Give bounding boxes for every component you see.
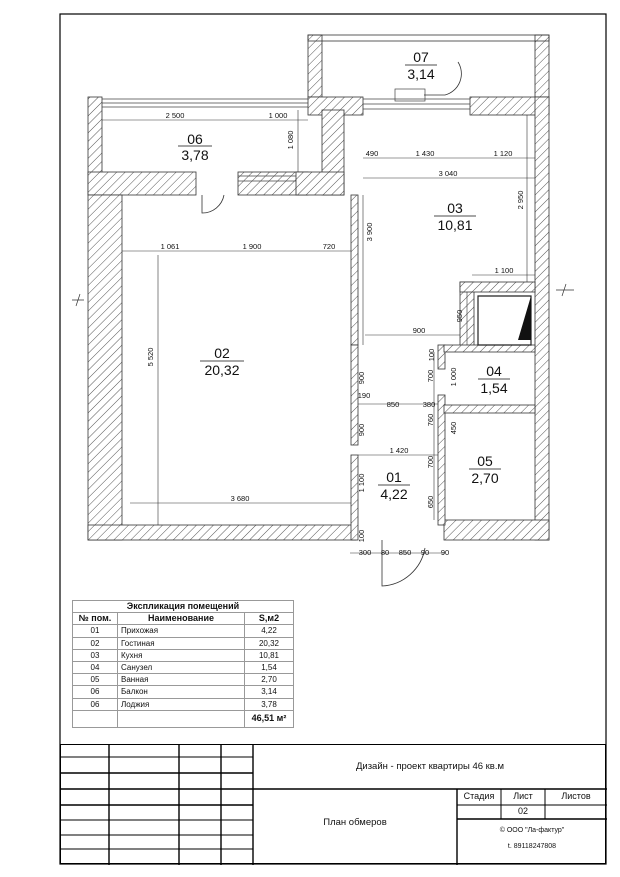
table-row (73, 686, 294, 698)
row-num: 01 (73, 625, 118, 637)
dim-1000: 1 000 (268, 111, 288, 120)
dim-850-door: 850 (398, 548, 412, 557)
table-row (73, 698, 294, 710)
row-name: Кухня (118, 649, 245, 661)
table-row (73, 661, 294, 673)
dim-450: 450 (449, 421, 458, 435)
row-num: 06 (73, 698, 118, 710)
row-num: 02 (73, 637, 118, 649)
dim-900-kitchen: 900 (412, 326, 426, 335)
dim-5520: 5 520 (146, 347, 155, 367)
dim-100-upper: 100 (427, 348, 436, 362)
dim-950: 950 (455, 309, 464, 323)
header-name: Наименование (118, 613, 245, 625)
dim-900-left-lower: 900 (357, 423, 366, 437)
dim-1120: 1 120 (493, 149, 513, 158)
dim-1420: 1 420 (389, 446, 409, 455)
dim-190: 190 (357, 391, 371, 400)
company-name: © ООО "Ла-фактур" (499, 827, 565, 834)
table-row (73, 674, 294, 686)
dim-1000-bath: 1 000 (449, 367, 458, 387)
row-name: Балкон (118, 686, 245, 698)
row-name: Лоджия (118, 698, 245, 710)
dim-700-lower: 700 (426, 455, 435, 469)
kitchen-window (363, 89, 470, 109)
empty-cell (73, 710, 118, 727)
dim-90-b: 90 (440, 548, 450, 557)
kitchen-unit-fill (518, 296, 531, 340)
room-02-area: 20,32 (204, 362, 240, 378)
dim-1430: 1 430 (415, 149, 435, 158)
dim-80: 80 (380, 548, 390, 557)
dim-3680: 3 680 (230, 494, 250, 503)
row-num: 05 (73, 674, 118, 686)
row-num: 03 (73, 649, 118, 661)
row-area: 20,32 (245, 637, 294, 649)
dim-3040: 3 040 (438, 169, 458, 178)
row-num: 04 (73, 661, 118, 673)
dim-720: 720 (322, 242, 336, 251)
total-area: 46,51 м² (245, 710, 294, 727)
loggia-window (102, 99, 308, 107)
dim-1100-hall: 1 100 (357, 473, 366, 493)
sheets-label: Листов (561, 791, 591, 801)
room-01-number: 01 (386, 469, 402, 485)
dim-850-hall: 850 (386, 400, 400, 409)
room-01-area: 4,22 (380, 486, 408, 502)
header-number: № пом. (73, 613, 118, 625)
dim-2500: 2 500 (165, 111, 185, 120)
dim-760: 760 (426, 413, 435, 427)
explication-title: Экспликация помещений (73, 601, 294, 613)
room-05-number: 05 (477, 453, 493, 469)
room-06-number: 06 (187, 131, 203, 147)
empty-cell (118, 710, 245, 727)
row-num: 06 (73, 686, 118, 698)
dim-490: 490 (365, 149, 379, 158)
dim-700-upper: 700 (426, 369, 435, 383)
dim-650: 650 (426, 495, 435, 509)
sheet-number: 02 (517, 806, 528, 816)
row-area: 2,70 (245, 674, 294, 686)
row-area: 10,81 (245, 649, 294, 661)
dim-1900: 1 900 (242, 242, 262, 251)
row-name: Санузел (118, 661, 245, 673)
room-07-number: 07 (413, 49, 429, 65)
row-area: 1,54 (245, 661, 294, 673)
dim-1061: 1 061 (160, 242, 180, 251)
dim-380: 380 (422, 400, 436, 409)
row-name: Гостиная (118, 637, 245, 649)
dim-2950: 2 950 (516, 190, 525, 210)
dim-900-left-upper: 900 (357, 371, 366, 385)
title-block (60, 744, 606, 864)
row-area: 4,22 (245, 625, 294, 637)
header-area: S,м2 (245, 613, 294, 625)
row-area: 3,78 (245, 698, 294, 710)
company-phone: t. 89118247808 (507, 843, 557, 850)
room-04-area: 1,54 (480, 380, 508, 396)
room-06-area: 3,78 (181, 147, 209, 163)
row-name: Ванная (118, 674, 245, 686)
dim-90-a: 90 (420, 548, 430, 557)
dim-3900: 3 900 (365, 222, 374, 242)
explication-table (72, 600, 294, 728)
room-04-number: 04 (486, 363, 502, 379)
row-area: 3,14 (245, 686, 294, 698)
sheet-label: Лист (513, 791, 533, 801)
sheet-name: План обмеров (323, 817, 387, 828)
room-02-number: 02 (214, 345, 230, 361)
room-03-area: 10,81 (437, 217, 473, 233)
room-07-area: 3,14 (407, 66, 435, 82)
room-05-area: 2,70 (471, 470, 499, 486)
table-row (73, 649, 294, 661)
dim-100-bottom: 100 (357, 529, 366, 543)
row-name: Прихожая (118, 625, 245, 637)
table-row (73, 625, 294, 637)
project-title: Дизайн - проект квартиры 46 кв.м (355, 761, 505, 772)
dim-300: 300 (358, 548, 372, 557)
dim-1100: 1 100 (494, 266, 514, 275)
table-row (73, 637, 294, 649)
dim-1080: 1 080 (286, 130, 295, 150)
stage-label: Стадия (463, 791, 495, 801)
room-03-number: 03 (447, 200, 463, 216)
